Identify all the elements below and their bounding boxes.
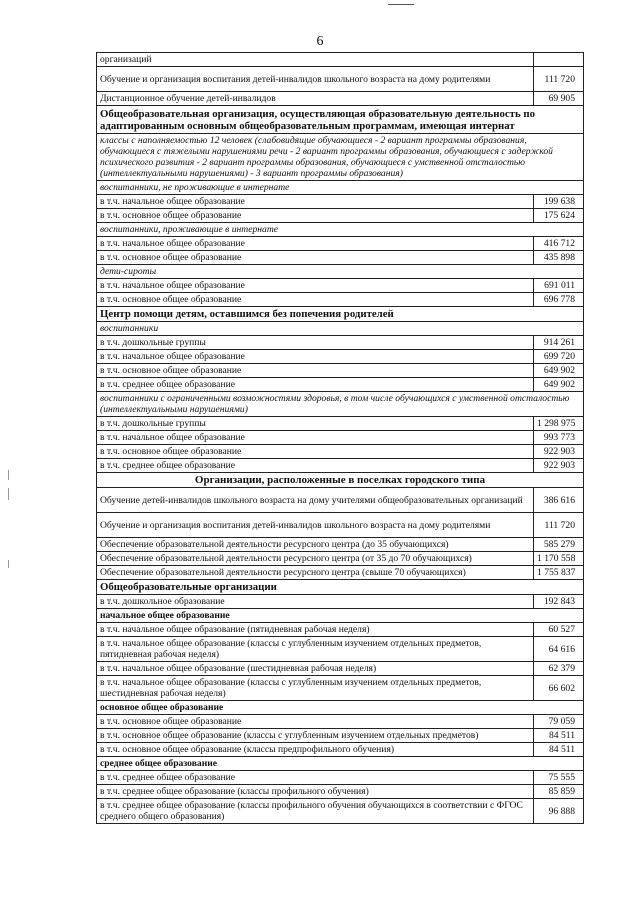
row-label: в т.ч. основное общее образование (классы предпрофильного обучения) — [97, 743, 534, 757]
funding-table — [96, 52, 584, 824]
table-row — [97, 445, 584, 459]
row-amount: 64 616 — [534, 637, 584, 662]
row-label: дети-сироты — [97, 265, 584, 279]
table-row — [97, 431, 584, 445]
subgroup-header-row — [97, 701, 584, 715]
row-amount: 84 511 — [534, 729, 584, 743]
row-label: в т.ч. дошкольные группы — [97, 336, 534, 350]
table-row — [97, 336, 584, 350]
scan-edge-mark — [8, 470, 9, 480]
row-amount: 922 903 — [534, 459, 584, 473]
subgroup-header-row — [97, 757, 584, 771]
row-amount: 62 379 — [534, 662, 584, 676]
table-row — [97, 743, 584, 757]
row-amount: 111 720 — [534, 513, 584, 538]
row-label: Дистанционное обучение детей-инвалидов — [97, 92, 534, 106]
table-row — [97, 293, 584, 307]
row-amount: 922 903 — [534, 445, 584, 459]
row-label: в т.ч. основное общее образование — [97, 445, 534, 459]
row-label: в т.ч. дошкольное образование — [97, 595, 534, 609]
funding-table-body — [97, 53, 584, 824]
row-amount: 1 298 975 — [534, 417, 584, 431]
row-label: в т.ч. начальное общее образование (шестидневная рабочая неделя) — [97, 662, 534, 676]
section-header-row — [97, 106, 584, 134]
row-amount: 84 511 — [534, 743, 584, 757]
row-label: воспитанники — [97, 322, 584, 336]
row-label: в т.ч. основное общее образование (классы с углубленным изучением отдельных предметов) — [97, 729, 534, 743]
table-row — [97, 715, 584, 729]
subgroup-header-row — [97, 223, 584, 237]
table-row — [97, 662, 584, 676]
table-row — [97, 67, 584, 92]
table-row — [97, 771, 584, 785]
table-row — [97, 799, 584, 824]
row-label: в т.ч. начальное общее образование — [97, 431, 534, 445]
row-amount: 199 638 — [534, 195, 584, 209]
row-amount: 649 902 — [534, 378, 584, 392]
table-row — [97, 623, 584, 637]
table-row — [97, 566, 584, 580]
table-row — [97, 513, 584, 538]
table-row — [97, 729, 584, 743]
subgroup-header-row — [97, 265, 584, 279]
row-label: в т.ч. среднее общее образование (классы профильного обучения обучающихся в соответствии с ФГОС среднего общего образования) — [97, 799, 534, 824]
table-row — [97, 417, 584, 431]
row-amount: 416 712 — [534, 237, 584, 251]
row-amount: 696 778 — [534, 293, 584, 307]
row-label: Общеобразовательные организации — [97, 580, 584, 595]
row-label: начальное общее образование — [97, 609, 584, 623]
row-label: Обеспечение образовательной деятельности ресурсного центра (до 35 обучающихся) — [97, 538, 534, 552]
row-amount: 699 720 — [534, 350, 584, 364]
row-label: Обеспечение образовательной деятельности ресурсного центра (от 35 до 70 обучающихся) — [97, 552, 534, 566]
row-amount — [534, 53, 584, 67]
row-amount: 66 602 — [534, 676, 584, 701]
table-row — [97, 785, 584, 799]
row-label: Центр помощи детям, оставшимся без попечения родителей — [97, 307, 584, 322]
row-label: среднее общее образование — [97, 757, 584, 771]
row-amount: 79 059 — [534, 715, 584, 729]
row-label: в т.ч. начальное общее образование (классы с углубленным изучением отдельных предметов, шестидневная рабочая неделя) — [97, 676, 534, 701]
table-row — [97, 552, 584, 566]
row-label: в т.ч. начальное общее образование — [97, 350, 534, 364]
row-label: в т.ч. среднее общее образование (классы профильного обучения) — [97, 785, 534, 799]
row-amount: 386 616 — [534, 488, 584, 513]
row-label: Организации, расположенные в поселках городского типа — [97, 473, 584, 488]
row-amount: 993 773 — [534, 431, 584, 445]
scan-edge-mark — [8, 560, 9, 568]
row-amount: 75 555 — [534, 771, 584, 785]
row-amount: 585 279 — [534, 538, 584, 552]
row-amount: 649 902 — [534, 364, 584, 378]
table-row — [97, 488, 584, 513]
subgroup-header-row — [97, 322, 584, 336]
row-label: Обеспечение образовательной деятельности ресурсного центра (свыше 70 обучающихся) — [97, 566, 534, 580]
row-label: в т.ч. дошкольные группы — [97, 417, 534, 431]
row-label: в т.ч. основное общее образование — [97, 251, 534, 265]
table-row — [97, 637, 584, 662]
row-label: основное общее образование — [97, 701, 584, 715]
table-row — [97, 595, 584, 609]
row-amount: 192 843 — [534, 595, 584, 609]
row-amount: 69 905 — [534, 92, 584, 106]
row-amount: 1 755 837 — [534, 566, 584, 580]
table-row — [97, 279, 584, 293]
row-amount: 1 170 558 — [534, 552, 584, 566]
subgroup-header-row — [97, 609, 584, 623]
row-label: организаций — [97, 53, 534, 67]
section-header-row — [97, 307, 584, 322]
row-label: в т.ч. начальное общее образование — [97, 279, 534, 293]
table-row — [97, 92, 584, 106]
row-label: в т.ч. основное общее образование — [97, 715, 534, 729]
table-row — [97, 676, 584, 701]
row-amount: 691 011 — [534, 279, 584, 293]
page-number: 6 — [316, 34, 324, 49]
subgroup-header-row — [97, 181, 584, 195]
section-header-row — [97, 473, 584, 488]
row-label: в т.ч. начальное общее образование — [97, 237, 534, 251]
row-label: в т.ч. начальное общее образование — [97, 195, 534, 209]
subgroup-header-row — [97, 134, 584, 181]
table-row — [97, 237, 584, 251]
table-row — [97, 378, 584, 392]
row-label: в т.ч. среднее общее образование — [97, 459, 534, 473]
row-label: Обучение детей-инвалидов школьного возраста на дому учителями общеобразовательных организаций — [97, 488, 534, 513]
scan-edge-mark — [8, 488, 9, 500]
table-row — [97, 538, 584, 552]
row-label: Обучение и организация воспитания детей-инвалидов школьного возраста на дому родителями — [97, 513, 534, 538]
table-row — [97, 364, 584, 378]
row-amount: 85 859 — [534, 785, 584, 799]
table-row — [97, 195, 584, 209]
row-label: в т.ч. начальное общее образование (пятидневная рабочая неделя) — [97, 623, 534, 637]
row-label: воспитанники с ограниченными возможностями здоровья, в том числе обучающихся с умственной отсталостью (интеллектуальными нарушениями) — [97, 392, 584, 417]
row-label: в т.ч. основное общее образование — [97, 209, 534, 223]
table-row — [97, 350, 584, 364]
row-amount: 435 898 — [534, 251, 584, 265]
row-label: в т.ч. среднее общее образование — [97, 378, 534, 392]
row-label: классы с наполняемостью 12 человек (слабовидящие обучающиеся - 2 вариант программы образования, обучающиеся с тяжелыми нарушениями речи - 2 вариант программы образования, обучающиеся с задержкой психического развития - 2 вариант программы образования, обучающиеся с умственной отсталостью (интеллектуальными нарушениями) - 3 вариант программы образования) — [97, 134, 584, 181]
row-label: Обучение и организация воспитания детей-инвалидов школьного возраста на дому родителями — [97, 67, 534, 92]
row-amount: 96 888 — [534, 799, 584, 824]
row-amount: 111 720 — [534, 67, 584, 92]
row-amount: 175 624 — [534, 209, 584, 223]
table-row — [97, 209, 584, 223]
row-label: в т.ч. среднее общее образование — [97, 771, 534, 785]
scan-mark — [388, 4, 414, 5]
row-label: в т.ч. начальное общее образование (классы с углубленным изучением отдельных предметов, пятидневная рабочая неделя) — [97, 637, 534, 662]
row-label: в т.ч. основное общее образование — [97, 364, 534, 378]
row-amount: 914 261 — [534, 336, 584, 350]
table-row — [97, 459, 584, 473]
row-label: Общеобразовательная организация, осуществляющая образовательную деятельность по адаптированным основным общеобразовательным программам, имеющая интернат — [97, 106, 584, 134]
row-label: воспитанники, не проживающие в интернате — [97, 181, 584, 195]
row-label: в т.ч. основное общее образование — [97, 293, 534, 307]
subgroup-header-row — [97, 392, 584, 417]
row-amount: 60 527 — [534, 623, 584, 637]
section-header-row — [97, 580, 584, 595]
table-row — [97, 251, 584, 265]
table-row — [97, 53, 584, 67]
row-label: воспитанники, проживающие в интернате — [97, 223, 584, 237]
